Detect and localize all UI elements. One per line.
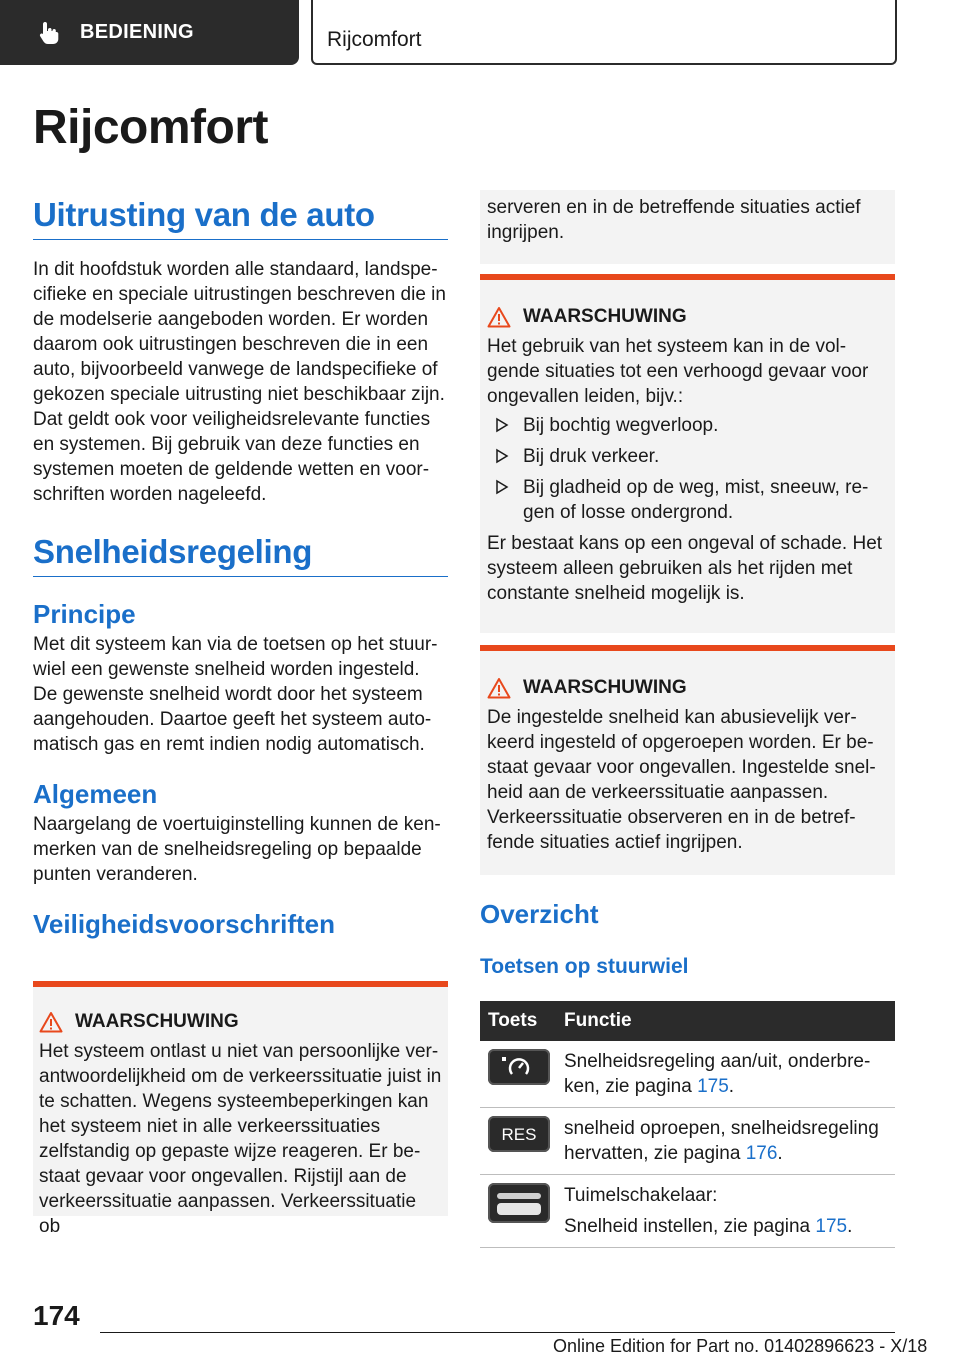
warning-box xyxy=(480,645,895,875)
heading-safety: Veiligheidsvoorschriften xyxy=(33,909,335,939)
chapter-tab-label: Rijcomfort xyxy=(327,28,422,51)
warning-title: WAARSCHUWING xyxy=(75,1011,239,1032)
page-link[interactable]: 176 xyxy=(745,1143,778,1164)
list-item: Bij druk verkeer. xyxy=(487,444,888,469)
table-row xyxy=(480,1175,895,1248)
heading-equipment: Uitrusting van de auto xyxy=(33,196,375,233)
heading-general: Algemeen xyxy=(33,779,158,809)
heading-steering-buttons: Toetsen op stuurwiel xyxy=(480,955,689,978)
warning-continuation xyxy=(480,190,895,264)
cruise-control-icon xyxy=(488,1049,550,1085)
heading-overview: Overzicht xyxy=(480,899,599,929)
warning-title: WAARSCHUWING xyxy=(523,306,687,327)
chapter-tab xyxy=(311,0,897,65)
heading-principle: Principe xyxy=(33,599,136,629)
heading-rule xyxy=(33,576,448,577)
paragraph-equipment: In dit hoofdstuk worden alle standaard, landspecifieke en speciale uitrustingen beschreven die in de modelserie aangeboden worden. Er worden daarom ook uitrustingen beschreven die in een auto, bijvoorbeeld vanwege de landspecifieke of gekozen speciale uitrusting niet beschikbaar zijn. Dat geldt ook voor veiligheidsrelevante functies en systemen. Bij gebruik van deze functies en systemen moeten de geldende wetten en voorschriften worden nageleefd. xyxy=(33,259,446,505)
footer-edition: Online Edition for Part no. 01402896623 - X/18 xyxy=(553,1336,928,1356)
res-button-icon xyxy=(488,1116,550,1152)
heading-speed-control: Snelheidsregeling xyxy=(33,533,313,570)
warning-box xyxy=(33,981,448,1237)
triangle-bullet-icon xyxy=(495,448,509,464)
warning-continuation-text: serveren en in de betreffende situaties actief ingrijpen. xyxy=(487,197,861,243)
warning-text: De ingestelde snelheid kan abusievelijk verkeerd ingesteld of opgeroepen worden. Er bestaat gevaar voor ongevallen. Ingestelde snelheid aan de verkeerssituatie aanpassen. Verkeerssituatie observeren en in de betreffende situaties actief ingrijpen. xyxy=(487,707,876,853)
heading-rule xyxy=(33,239,448,240)
footer-rule xyxy=(100,1332,895,1333)
function-cell: Snelheidsregeling aan/uit, onderbreken, zie pagina 175. xyxy=(556,1041,895,1108)
list-item: Bij gladheid op de weg, mist, sneeuw, regen of losse ondergrond. xyxy=(487,475,888,525)
warning-list xyxy=(487,413,888,525)
page-link[interactable]: 175 xyxy=(697,1076,729,1097)
table-row xyxy=(480,1041,895,1108)
warning-triangle-icon xyxy=(487,677,511,699)
warning-triangle-icon xyxy=(39,1011,63,1033)
warning-intro: Het gebruik van het systeem kan in de volgende situaties tot een verhoogd gevaar voor ongevallen leiden, bijv.: xyxy=(487,336,869,407)
buttons-table xyxy=(480,1001,895,1248)
warning-triangle-icon xyxy=(487,306,511,328)
column-header-key: Toets xyxy=(480,1001,556,1041)
res-button-label: RES xyxy=(501,1124,537,1144)
list-item: Bij bochtig wegverloop. xyxy=(487,413,888,438)
function-cell: snelheid oproepen, snelheidsregeling hervatten, zie pagina 176. xyxy=(556,1108,895,1175)
warning-text: Het systeem ontlast u niet van persoonlijke verantwoordelijkheid om de verkeerssituatie juist in te schatten. Wegens systeembeperkingen kan het systeem niet in alle verkeerssituaties zelfstandig op gepaste wijze reageren. Er bestaat gevaar voor ongevallen. Rijstijl aan de verkeerssituatie aanpassen. Verkeerssituatie ob xyxy=(39,1041,442,1237)
page-number: 174 xyxy=(33,1300,80,1331)
column-header-function: Functie xyxy=(556,1001,895,1041)
paragraph-general: Naargelang de voertuiginstelling kunnen de kenmerken van de snelheidsregeling op bepaalde punten veranderen. xyxy=(33,814,441,885)
paragraph-principle: Met dit systeem kan via de toetsen op het stuurwiel een gewenste snelheid worden ingesteld. De gewenste snelheid wordt door het systeem aangehouden. Daartoe geeft het systeem automatisch gas en remt indien nodig automatisch. xyxy=(33,634,438,755)
function-cell: Tuimelschakelaar: Snelheid instellen, zie pagina 175. xyxy=(556,1175,895,1248)
section-tab-label: BEDIENING xyxy=(80,21,194,43)
left-column xyxy=(33,196,448,940)
warning-title: WAARSCHUWING xyxy=(523,677,687,698)
warning-outro: Er bestaat kans op een ongeval of schade. Het systeem alleen gebruiken als het rijden met constante snelheid mogelijk is. xyxy=(487,533,883,604)
warning-box xyxy=(480,274,895,633)
rocker-switch-icon xyxy=(488,1183,550,1223)
hand-pointer-icon xyxy=(36,20,62,46)
triangle-bullet-icon xyxy=(495,417,509,433)
buttons-table-wrapper xyxy=(480,1001,895,1248)
triangle-bullet-icon xyxy=(495,479,509,495)
page-title: Rijcomfort xyxy=(33,101,268,154)
section-tab xyxy=(0,0,299,65)
page-link[interactable]: 175 xyxy=(815,1216,848,1237)
table-row xyxy=(480,1108,895,1175)
